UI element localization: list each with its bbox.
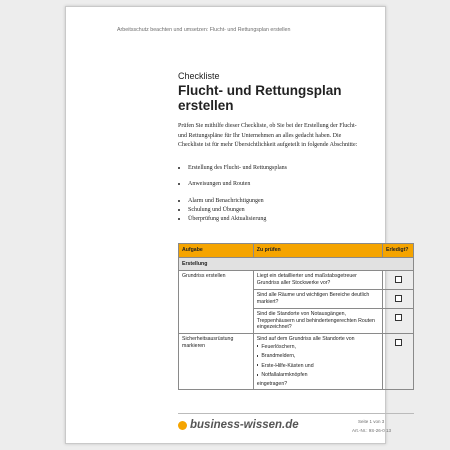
table-row	[179, 334, 414, 390]
column-header-task: Aufgabe	[179, 244, 254, 258]
list-item: Brandmeldern,	[257, 352, 379, 362]
list-item: Erste-Hilfe-Kästen und	[257, 362, 379, 372]
brand-logo	[178, 419, 299, 431]
check-cell: Liegt ein detaillierter und maßstabsgetreuer Grundriss aller Stockwerke vor?	[253, 271, 382, 290]
list-item: Schulung und Übungen	[178, 207, 245, 213]
bullet-icon	[257, 355, 259, 357]
checklist-table	[178, 243, 414, 390]
column-header-done: Erledigt?	[383, 244, 414, 258]
task-cell: Grundriss erstellen	[179, 271, 254, 334]
section-title: Erstellung	[179, 258, 414, 271]
check-cell: Sind die Standorte von Notausgängen, Treppenhäusern und behindertengerechten Routen eingezeichnet?	[253, 309, 382, 334]
page-number: Seite 1 von 3	[358, 419, 385, 424]
checkbox[interactable]	[395, 339, 402, 346]
table-row	[179, 271, 414, 290]
document-page	[65, 6, 409, 444]
bullet-icon	[257, 345, 259, 347]
document-title	[178, 83, 378, 113]
intro-line: Prüfen Sie mithilfe dieser Checkliste, ob Sie bei der Erstellung der Flucht-	[178, 123, 357, 129]
checkbox[interactable]	[395, 276, 402, 283]
bullet-icon	[178, 200, 180, 202]
check-cell	[253, 334, 382, 390]
done-cell	[383, 290, 414, 309]
table-header-row	[179, 244, 414, 258]
bullet-icon	[178, 218, 180, 220]
list-item: Erstellung des Flucht- und Rettungsplans	[178, 165, 287, 171]
check-intro: Sind auf dem Grundriss alle Standorte von	[256, 336, 355, 342]
checkbox[interactable]	[395, 295, 402, 302]
checkbox[interactable]	[395, 314, 402, 321]
running-header: Arbeitsschutz beachten und umsetzen: Flucht- und Rettungsplan erstellen	[117, 27, 291, 33]
check-cell: Sind alle Räume und wichtigen Bereiche deutlich markiert?	[253, 290, 382, 309]
check-outro: eingetragen?	[256, 380, 288, 387]
list-item: Alarm und Benachrichtigungen	[178, 198, 264, 204]
bullet-icon	[257, 374, 259, 376]
list-item: Überprüfung und Aktualisierung	[178, 216, 266, 222]
section-row	[179, 258, 414, 271]
bullet-icon	[257, 364, 259, 366]
title-line-2: erstellen	[178, 98, 234, 113]
equipment-list	[257, 343, 379, 381]
intro-paragraph	[178, 122, 388, 151]
list-item: Anweisungen und Routen	[178, 181, 250, 187]
list-item: Feuerlöschern,	[257, 343, 379, 353]
list-item: Notfallalarmknöpfen	[257, 371, 379, 381]
bullet-icon	[178, 183, 180, 185]
task-cell: Sicherheitsausrüstung markieren	[179, 334, 254, 390]
title-line-1: Flucht- und Rettungsplan	[178, 83, 342, 98]
article-number: Art.-Nr.: 9S-26-0 13	[352, 428, 392, 433]
logo-dot-icon	[178, 421, 187, 430]
document-type-label: Checkliste	[178, 71, 220, 81]
intro-line: und Rettungspläne für Ihr Unternehmen an alles gedacht haben. Die	[178, 132, 342, 139]
done-cell	[383, 309, 414, 334]
column-header-check: Zu prüfen	[253, 244, 382, 258]
logo-text: business-wissen.de	[190, 419, 299, 431]
footer-divider	[178, 413, 414, 414]
intro-line: Checkliste ist für mehr Übersichtlichkeit aufgeteilt in folgende Abschnitte:	[178, 142, 358, 149]
done-cell	[383, 271, 414, 290]
bullet-icon	[178, 209, 180, 211]
done-cell	[383, 334, 414, 390]
bullet-icon	[178, 167, 180, 169]
